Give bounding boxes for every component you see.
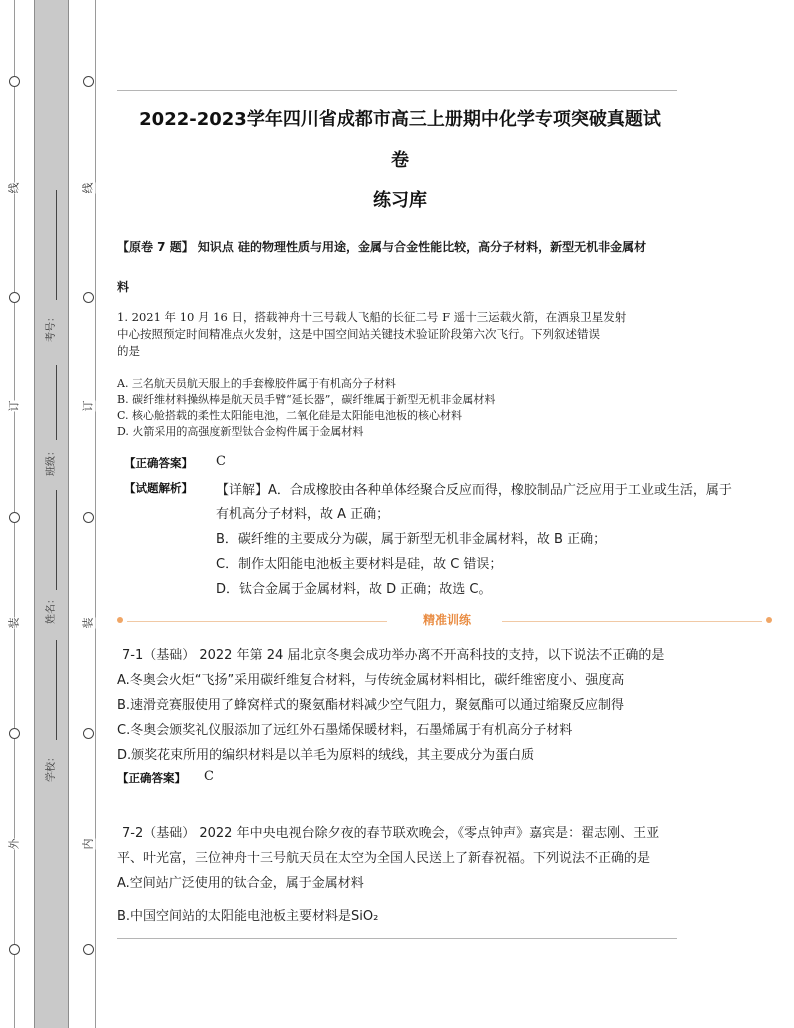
analysis-line: 有机高分子材料，故 A 正确； — [216, 507, 390, 522]
margin-char-inner: 订 — [81, 400, 95, 412]
source-knowledge-line: 料 — [117, 280, 130, 294]
practice-option-line: C.冬奥会颁奖礼仪服添加了远红外石墨烯保暖材料，石墨烯属于有机高分子材料 — [117, 723, 573, 738]
field-label-class: 班级： — [46, 446, 57, 476]
binding-hole — [83, 512, 94, 523]
option-c: C. 核心舱搭载的柔性太阳能电池，二氧化硅是太阳能电池板的核心材料 — [117, 409, 463, 422]
binding-hole — [9, 944, 20, 955]
practice-question-line: 7-1（基础） 2022 年第 24 届北京冬奥会成功举办离不开高科技的支持，以下说法不正确的是 — [122, 648, 665, 663]
binding-hole — [83, 728, 94, 739]
analysis-tag: 【试题解析】 — [124, 481, 193, 495]
practice-answer-tag: 【正确答案】 — [117, 771, 186, 785]
margin-char-outer: 订 — [7, 400, 21, 412]
divider-dot — [117, 617, 123, 623]
practice-question-line: 平、叶光富，三位神舟十三号航天员在太空为全国人民送上了新春祝福。下列说法不正确的是 — [117, 851, 651, 866]
divider-line-right — [502, 621, 762, 622]
binding-hole — [83, 76, 94, 87]
page-title-line1: 2022-2023学年四川省成都市高三上册期中化学专项突破真题试 — [139, 109, 661, 130]
field-line-exam-no — [56, 190, 58, 300]
field-label-school: 学校： — [46, 752, 57, 782]
margin-char-inner: 内 — [81, 838, 95, 850]
option-d: D. 火箭采用的高强度新型钛合金构件属于金属材料 — [117, 425, 364, 438]
practice-option-line: B.速滑竞赛服使用了蜂窝样式的聚氨酯材料减少空气阻力，聚氨酯可以通过缩聚反应制得 — [117, 698, 625, 713]
margin-inner-line — [95, 0, 96, 1028]
section-divider — [117, 613, 772, 627]
practice-option-line: A.冬奥会火炬“飞扬”采用碳纤维复合材料，与传统金属材料相比，碳纤维密度小、强度高 — [117, 673, 625, 688]
field-line-name — [56, 490, 58, 590]
divider-dot — [766, 617, 772, 623]
question-stem-line: 的是 — [117, 344, 140, 358]
field-line-school — [56, 640, 58, 740]
binding-hole — [83, 292, 94, 303]
margin-gray-band — [34, 0, 69, 1028]
field-label-name: 姓名： — [46, 594, 57, 624]
page-title-line2: 卷 — [391, 150, 409, 171]
binding-hole — [9, 76, 20, 87]
section-label: 精准训练 — [422, 613, 471, 627]
binding-hole — [9, 292, 20, 303]
practice-question-line: 7-2（基础） 2022 年中央电视台除夕夜的春节联欢晚会，《零点钟声》嘉宾是：翟志刚、王亚 — [122, 826, 660, 841]
practice-option-line: A.空间站广泛使用的钛合金，属于金属材料 — [117, 876, 364, 891]
option-b: B. 碳纤维材料操纵棒是航天员手臂“延长器”，碳纤维属于新型无机非金属材料 — [117, 393, 496, 406]
binding-hole — [9, 728, 20, 739]
divider-line-left — [127, 621, 387, 622]
question-stem-line: 1. 2021 年 10 月 16 日，搭载神舟十三号载人飞船的长征二号 F 遥十三运载火箭，在酒泉卫星发射 — [117, 310, 627, 324]
answer-tag: 【正确答案】 — [124, 456, 193, 470]
analysis-line: B．碳纤维的主要成分为碳，属于新型无机非金属材料，故 B 正确； — [216, 532, 607, 547]
binding-hole — [9, 512, 20, 523]
analysis-line: 【详解】A．合成橡胶由各种单体经聚合反应而得，橡胶制品广泛应用于工业或生活，属于 — [216, 483, 732, 498]
answer-value: C — [216, 454, 226, 469]
margin-char-inner: 线 — [81, 182, 95, 194]
margin-char-inner: 装 — [81, 617, 95, 629]
practice-option-line: D.颁奖花束所用的编织材料是以羊毛为原料的绒线，其主要成分为蛋白质 — [117, 748, 535, 763]
field-line-class — [56, 365, 58, 440]
margin-char-outer: 外 — [7, 838, 21, 850]
question-stem-line: 中心按照预定时间精准点火发射，这是中国空间站关键技术验证阶段第六次飞行。下列叙述错误 — [117, 327, 600, 341]
margin-char-outer: 装 — [7, 617, 21, 629]
field-label-exam-no: 考号： — [46, 312, 57, 342]
page-subtitle: 练习库 — [373, 190, 427, 211]
analysis-line: C．制作太阳能电池板主要材料是硅，故 C 错误； — [216, 557, 503, 572]
practice-answer-value: C — [204, 769, 214, 784]
option-a: A. 三名航天员航天服上的手套橡胶件属于有机高分子材料 — [117, 377, 396, 390]
bottom-rule — [117, 938, 677, 939]
source-knowledge-line: 【原卷 7 题】 知识点 硅的物理性质与用途，金属与合金性能比较，高分子材料，新型无机非金属材 — [117, 240, 647, 254]
analysis-line: D．钛合金属于金属材料，故 D 正确；故选 C。 — [216, 582, 492, 597]
binding-hole — [83, 944, 94, 955]
top-rule — [117, 90, 677, 91]
margin-char-outer: 线 — [7, 182, 21, 194]
practice-option-line: B.中国空间站的太阳能电池板主要材料是SiO₂ — [117, 909, 379, 924]
